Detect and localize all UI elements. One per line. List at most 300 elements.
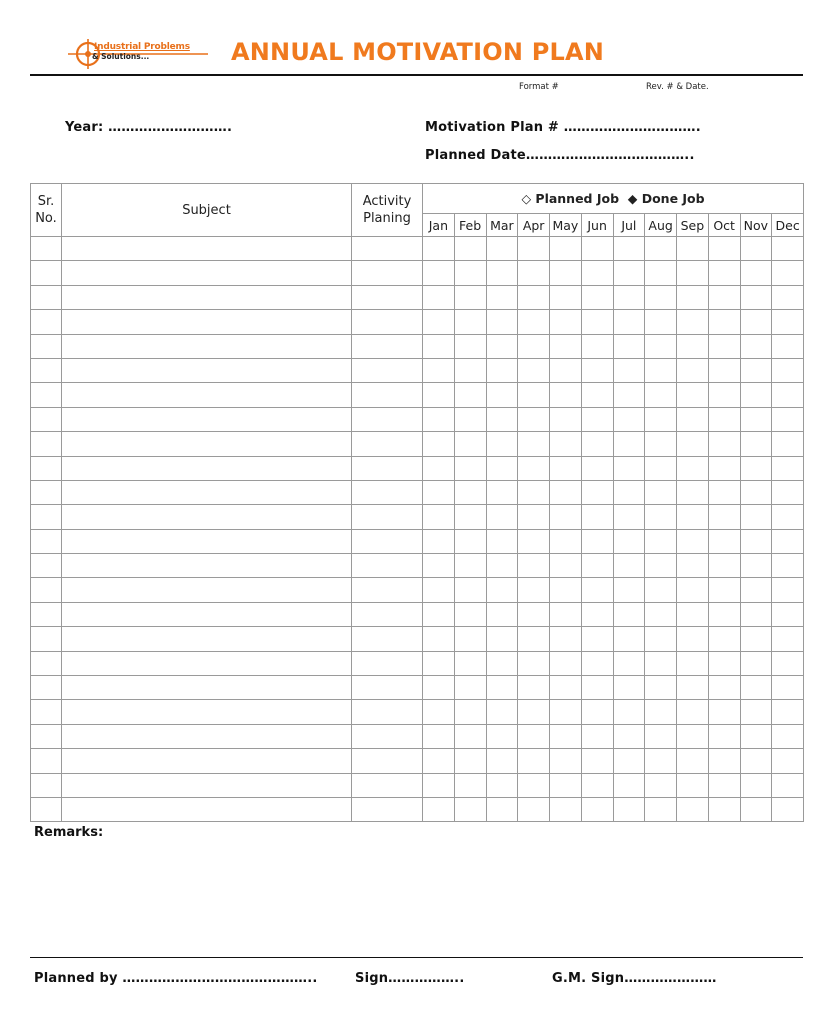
table-cell[interactable] <box>645 554 677 578</box>
table-cell[interactable] <box>31 627 62 651</box>
table-cell[interactable] <box>62 310 352 334</box>
table-cell[interactable] <box>486 676 518 700</box>
table-cell[interactable] <box>454 529 486 553</box>
table-cell[interactable] <box>645 724 677 748</box>
table-cell[interactable] <box>708 480 740 504</box>
table-cell[interactable] <box>581 627 613 651</box>
table-cell[interactable] <box>31 676 62 700</box>
table-cell[interactable] <box>645 773 677 797</box>
table-cell[interactable] <box>677 285 709 309</box>
table-cell[interactable] <box>581 480 613 504</box>
table-cell[interactable] <box>677 383 709 407</box>
table-cell[interactable] <box>486 285 518 309</box>
table-cell[interactable] <box>645 627 677 651</box>
sign-field[interactable]: Sign…………….. <box>355 971 465 986</box>
table-cell[interactable] <box>708 627 740 651</box>
table-cell[interactable] <box>454 651 486 675</box>
table-cell[interactable] <box>550 505 582 529</box>
table-cell[interactable] <box>62 773 352 797</box>
table-cell[interactable] <box>454 554 486 578</box>
table-cell[interactable] <box>645 676 677 700</box>
table-cell[interactable] <box>772 261 804 285</box>
table-cell[interactable] <box>454 797 486 821</box>
table-cell[interactable] <box>352 285 423 309</box>
table-cell[interactable] <box>677 578 709 602</box>
table-cell[interactable] <box>772 334 804 358</box>
table-cell[interactable] <box>423 554 455 578</box>
table-cell[interactable] <box>740 578 772 602</box>
table-cell[interactable] <box>581 383 613 407</box>
table-cell[interactable] <box>581 578 613 602</box>
table-cell[interactable] <box>423 602 455 626</box>
table-cell[interactable] <box>581 724 613 748</box>
table-cell[interactable] <box>352 310 423 334</box>
table-cell[interactable] <box>62 602 352 626</box>
table-cell[interactable] <box>677 602 709 626</box>
table-cell[interactable] <box>550 797 582 821</box>
table-cell[interactable] <box>31 724 62 748</box>
table-cell[interactable] <box>423 358 455 382</box>
table-cell[interactable] <box>423 456 455 480</box>
table-cell[interactable] <box>454 407 486 431</box>
table-cell[interactable] <box>581 602 613 626</box>
table-cell[interactable] <box>613 456 645 480</box>
table-cell[interactable] <box>740 797 772 821</box>
table-cell[interactable] <box>772 383 804 407</box>
table-cell[interactable] <box>645 480 677 504</box>
table-cell[interactable] <box>486 578 518 602</box>
planned-by-field[interactable]: Planned by …………………………………….. <box>34 971 318 986</box>
table-cell[interactable] <box>352 602 423 626</box>
table-cell[interactable] <box>423 578 455 602</box>
table-cell[interactable] <box>708 749 740 773</box>
table-cell[interactable] <box>740 383 772 407</box>
table-cell[interactable] <box>550 358 582 382</box>
table-cell[interactable] <box>613 554 645 578</box>
table-cell[interactable] <box>550 554 582 578</box>
table-cell[interactable] <box>454 261 486 285</box>
table-cell[interactable] <box>613 261 645 285</box>
table-cell[interactable] <box>740 480 772 504</box>
table-cell[interactable] <box>352 456 423 480</box>
table-cell[interactable] <box>486 554 518 578</box>
table-cell[interactable] <box>454 578 486 602</box>
table-cell[interactable] <box>772 700 804 724</box>
table-cell[interactable] <box>550 529 582 553</box>
table-cell[interactable] <box>708 700 740 724</box>
table-cell[interactable] <box>645 334 677 358</box>
table-cell[interactable] <box>454 285 486 309</box>
table-cell[interactable] <box>550 237 582 261</box>
table-cell[interactable] <box>613 749 645 773</box>
table-cell[interactable] <box>645 285 677 309</box>
table-cell[interactable] <box>645 749 677 773</box>
table-cell[interactable] <box>31 529 62 553</box>
table-cell[interactable] <box>772 627 804 651</box>
table-cell[interactable] <box>645 261 677 285</box>
table-cell[interactable] <box>454 724 486 748</box>
table-cell[interactable] <box>581 334 613 358</box>
table-cell[interactable] <box>486 700 518 724</box>
table-cell[interactable] <box>550 651 582 675</box>
table-cell[interactable] <box>740 432 772 456</box>
table-cell[interactable] <box>352 676 423 700</box>
table-cell[interactable] <box>550 700 582 724</box>
table-cell[interactable] <box>772 237 804 261</box>
table-cell[interactable] <box>550 407 582 431</box>
table-cell[interactable] <box>677 358 709 382</box>
table-cell[interactable] <box>645 578 677 602</box>
table-cell[interactable] <box>62 700 352 724</box>
table-cell[interactable] <box>518 334 550 358</box>
table-cell[interactable] <box>31 602 62 626</box>
table-cell[interactable] <box>677 676 709 700</box>
table-cell[interactable] <box>581 749 613 773</box>
table-cell[interactable] <box>423 627 455 651</box>
table-cell[interactable] <box>352 554 423 578</box>
table-cell[interactable] <box>613 310 645 334</box>
table-cell[interactable] <box>677 749 709 773</box>
table-cell[interactable] <box>772 456 804 480</box>
gm-sign-field[interactable]: G.M. Sign………………… <box>552 971 717 986</box>
table-cell[interactable] <box>613 334 645 358</box>
table-cell[interactable] <box>62 676 352 700</box>
table-cell[interactable] <box>708 456 740 480</box>
table-cell[interactable] <box>708 676 740 700</box>
table-cell[interactable] <box>740 602 772 626</box>
table-cell[interactable] <box>581 261 613 285</box>
table-cell[interactable] <box>613 383 645 407</box>
table-cell[interactable] <box>518 529 550 553</box>
table-cell[interactable] <box>518 773 550 797</box>
table-cell[interactable] <box>740 773 772 797</box>
table-cell[interactable] <box>677 261 709 285</box>
table-cell[interactable] <box>352 237 423 261</box>
table-cell[interactable] <box>581 651 613 675</box>
table-cell[interactable] <box>352 578 423 602</box>
table-cell[interactable] <box>708 578 740 602</box>
table-cell[interactable] <box>454 505 486 529</box>
table-cell[interactable] <box>708 529 740 553</box>
table-cell[interactable] <box>708 383 740 407</box>
table-cell[interactable] <box>31 310 62 334</box>
table-cell[interactable] <box>772 554 804 578</box>
table-cell[interactable] <box>550 480 582 504</box>
table-cell[interactable] <box>454 749 486 773</box>
table-cell[interactable] <box>423 480 455 504</box>
table-cell[interactable] <box>645 456 677 480</box>
table-cell[interactable] <box>518 554 550 578</box>
table-cell[interactable] <box>454 627 486 651</box>
table-cell[interactable] <box>454 602 486 626</box>
table-cell[interactable] <box>31 480 62 504</box>
table-cell[interactable] <box>708 358 740 382</box>
table-cell[interactable] <box>708 407 740 431</box>
table-cell[interactable] <box>423 237 455 261</box>
table-cell[interactable] <box>645 529 677 553</box>
table-cell[interactable] <box>423 334 455 358</box>
table-cell[interactable] <box>352 334 423 358</box>
table-cell[interactable] <box>740 651 772 675</box>
table-cell[interactable] <box>423 529 455 553</box>
table-cell[interactable] <box>740 724 772 748</box>
table-cell[interactable] <box>550 627 582 651</box>
table-cell[interactable] <box>613 432 645 456</box>
table-cell[interactable] <box>740 285 772 309</box>
table-cell[interactable] <box>31 261 62 285</box>
table-cell[interactable] <box>677 554 709 578</box>
table-cell[interactable] <box>740 676 772 700</box>
table-cell[interactable] <box>518 602 550 626</box>
table-cell[interactable] <box>550 285 582 309</box>
table-cell[interactable] <box>31 237 62 261</box>
table-cell[interactable] <box>613 773 645 797</box>
table-cell[interactable] <box>740 700 772 724</box>
table-cell[interactable] <box>677 724 709 748</box>
table-cell[interactable] <box>708 261 740 285</box>
table-cell[interactable] <box>772 310 804 334</box>
table-cell[interactable] <box>62 383 352 407</box>
table-cell[interactable] <box>613 480 645 504</box>
table-cell[interactable] <box>31 578 62 602</box>
table-cell[interactable] <box>486 480 518 504</box>
table-cell[interactable] <box>518 480 550 504</box>
table-cell[interactable] <box>708 310 740 334</box>
table-cell[interactable] <box>613 602 645 626</box>
table-cell[interactable] <box>772 407 804 431</box>
table-cell[interactable] <box>740 529 772 553</box>
table-cell[interactable] <box>518 237 550 261</box>
table-cell[interactable] <box>772 480 804 504</box>
table-cell[interactable] <box>613 627 645 651</box>
table-cell[interactable] <box>550 383 582 407</box>
table-cell[interactable] <box>352 797 423 821</box>
table-cell[interactable] <box>708 651 740 675</box>
table-cell[interactable] <box>581 407 613 431</box>
table-cell[interactable] <box>423 383 455 407</box>
table-cell[interactable] <box>772 285 804 309</box>
table-cell[interactable] <box>454 334 486 358</box>
table-cell[interactable] <box>454 432 486 456</box>
table-cell[interactable] <box>740 505 772 529</box>
table-cell[interactable] <box>518 383 550 407</box>
table-cell[interactable] <box>550 749 582 773</box>
table-cell[interactable] <box>423 676 455 700</box>
table-cell[interactable] <box>62 480 352 504</box>
table-cell[interactable] <box>772 724 804 748</box>
table-cell[interactable] <box>613 237 645 261</box>
table-cell[interactable] <box>454 773 486 797</box>
table-cell[interactable] <box>31 749 62 773</box>
table-cell[interactable] <box>708 432 740 456</box>
table-cell[interactable] <box>772 651 804 675</box>
table-cell[interactable] <box>518 285 550 309</box>
table-cell[interactable] <box>62 456 352 480</box>
table-cell[interactable] <box>62 749 352 773</box>
table-cell[interactable] <box>352 480 423 504</box>
table-cell[interactable] <box>613 358 645 382</box>
table-cell[interactable] <box>31 700 62 724</box>
table-cell[interactable] <box>772 505 804 529</box>
table-cell[interactable] <box>486 261 518 285</box>
table-cell[interactable] <box>518 407 550 431</box>
table-cell[interactable] <box>550 676 582 700</box>
table-cell[interactable] <box>550 578 582 602</box>
table-cell[interactable] <box>740 407 772 431</box>
table-cell[interactable] <box>62 285 352 309</box>
table-cell[interactable] <box>62 407 352 431</box>
table-cell[interactable] <box>581 700 613 724</box>
table-cell[interactable] <box>62 432 352 456</box>
table-cell[interactable] <box>772 358 804 382</box>
table-cell[interactable] <box>581 554 613 578</box>
table-cell[interactable] <box>423 285 455 309</box>
table-cell[interactable] <box>772 797 804 821</box>
table-cell[interactable] <box>518 456 550 480</box>
table-cell[interactable] <box>518 578 550 602</box>
table-cell[interactable] <box>486 334 518 358</box>
table-cell[interactable] <box>677 627 709 651</box>
table-cell[interactable] <box>352 700 423 724</box>
table-cell[interactable] <box>486 456 518 480</box>
table-cell[interactable] <box>31 358 62 382</box>
table-cell[interactable] <box>677 407 709 431</box>
table-cell[interactable] <box>677 237 709 261</box>
table-cell[interactable] <box>423 651 455 675</box>
table-cell[interactable] <box>772 529 804 553</box>
table-cell[interactable] <box>677 432 709 456</box>
table-cell[interactable] <box>31 456 62 480</box>
table-cell[interactable] <box>62 627 352 651</box>
table-cell[interactable] <box>486 749 518 773</box>
table-cell[interactable] <box>352 529 423 553</box>
table-cell[interactable] <box>62 237 352 261</box>
table-cell[interactable] <box>518 505 550 529</box>
table-cell[interactable] <box>550 456 582 480</box>
table-cell[interactable] <box>62 358 352 382</box>
table-cell[interactable] <box>740 358 772 382</box>
table-cell[interactable] <box>352 749 423 773</box>
table-cell[interactable] <box>352 432 423 456</box>
table-cell[interactable] <box>613 700 645 724</box>
table-cell[interactable] <box>550 432 582 456</box>
table-cell[interactable] <box>613 651 645 675</box>
table-cell[interactable] <box>31 334 62 358</box>
table-cell[interactable] <box>708 285 740 309</box>
table-cell[interactable] <box>772 578 804 602</box>
table-cell[interactable] <box>613 285 645 309</box>
table-cell[interactable] <box>613 505 645 529</box>
table-cell[interactable] <box>550 724 582 748</box>
table-cell[interactable] <box>550 261 582 285</box>
table-cell[interactable] <box>708 237 740 261</box>
table-cell[interactable] <box>352 627 423 651</box>
table-cell[interactable] <box>645 432 677 456</box>
table-cell[interactable] <box>352 505 423 529</box>
table-cell[interactable] <box>677 700 709 724</box>
table-cell[interactable] <box>352 358 423 382</box>
table-cell[interactable] <box>645 310 677 334</box>
table-cell[interactable] <box>613 529 645 553</box>
table-cell[interactable] <box>708 554 740 578</box>
table-cell[interactable] <box>772 749 804 773</box>
table-cell[interactable] <box>486 602 518 626</box>
table-cell[interactable] <box>486 529 518 553</box>
table-cell[interactable] <box>740 456 772 480</box>
table-cell[interactable] <box>454 358 486 382</box>
table-cell[interactable] <box>772 773 804 797</box>
table-cell[interactable] <box>486 627 518 651</box>
table-cell[interactable] <box>423 505 455 529</box>
table-cell[interactable] <box>581 529 613 553</box>
table-cell[interactable] <box>518 358 550 382</box>
table-cell[interactable] <box>708 602 740 626</box>
table-cell[interactable] <box>423 407 455 431</box>
table-cell[interactable] <box>677 505 709 529</box>
table-cell[interactable] <box>31 651 62 675</box>
table-cell[interactable] <box>423 261 455 285</box>
table-cell[interactable] <box>645 602 677 626</box>
table-cell[interactable] <box>62 261 352 285</box>
table-cell[interactable] <box>677 334 709 358</box>
table-cell[interactable] <box>486 310 518 334</box>
table-cell[interactable] <box>677 797 709 821</box>
table-cell[interactable] <box>581 237 613 261</box>
table-cell[interactable] <box>772 432 804 456</box>
table-cell[interactable] <box>645 237 677 261</box>
motivation-plan-number-field[interactable]: Motivation Plan # …………………………. <box>425 120 701 135</box>
table-cell[interactable] <box>62 651 352 675</box>
table-cell[interactable] <box>31 407 62 431</box>
table-cell[interactable] <box>708 334 740 358</box>
table-cell[interactable] <box>581 505 613 529</box>
table-cell[interactable] <box>423 749 455 773</box>
year-field[interactable]: Year: ………………………. <box>65 120 233 135</box>
table-cell[interactable] <box>740 261 772 285</box>
table-cell[interactable] <box>486 432 518 456</box>
table-cell[interactable] <box>454 383 486 407</box>
table-cell[interactable] <box>62 334 352 358</box>
table-cell[interactable] <box>645 505 677 529</box>
table-cell[interactable] <box>613 797 645 821</box>
table-cell[interactable] <box>352 651 423 675</box>
table-cell[interactable] <box>772 676 804 700</box>
table-cell[interactable] <box>677 529 709 553</box>
table-cell[interactable] <box>486 797 518 821</box>
table-cell[interactable] <box>677 480 709 504</box>
table-cell[interactable] <box>645 797 677 821</box>
table-cell[interactable] <box>486 773 518 797</box>
table-cell[interactable] <box>352 383 423 407</box>
table-cell[interactable] <box>613 724 645 748</box>
table-cell[interactable] <box>677 773 709 797</box>
table-cell[interactable] <box>31 505 62 529</box>
table-cell[interactable] <box>62 724 352 748</box>
table-cell[interactable] <box>581 773 613 797</box>
table-cell[interactable] <box>772 602 804 626</box>
table-cell[interactable] <box>581 797 613 821</box>
table-cell[interactable] <box>454 676 486 700</box>
table-cell[interactable] <box>518 261 550 285</box>
table-cell[interactable] <box>486 724 518 748</box>
table-cell[interactable] <box>708 724 740 748</box>
table-cell[interactable] <box>486 505 518 529</box>
table-cell[interactable] <box>581 358 613 382</box>
table-cell[interactable] <box>62 578 352 602</box>
table-cell[interactable] <box>645 358 677 382</box>
table-cell[interactable] <box>518 627 550 651</box>
table-cell[interactable] <box>645 700 677 724</box>
